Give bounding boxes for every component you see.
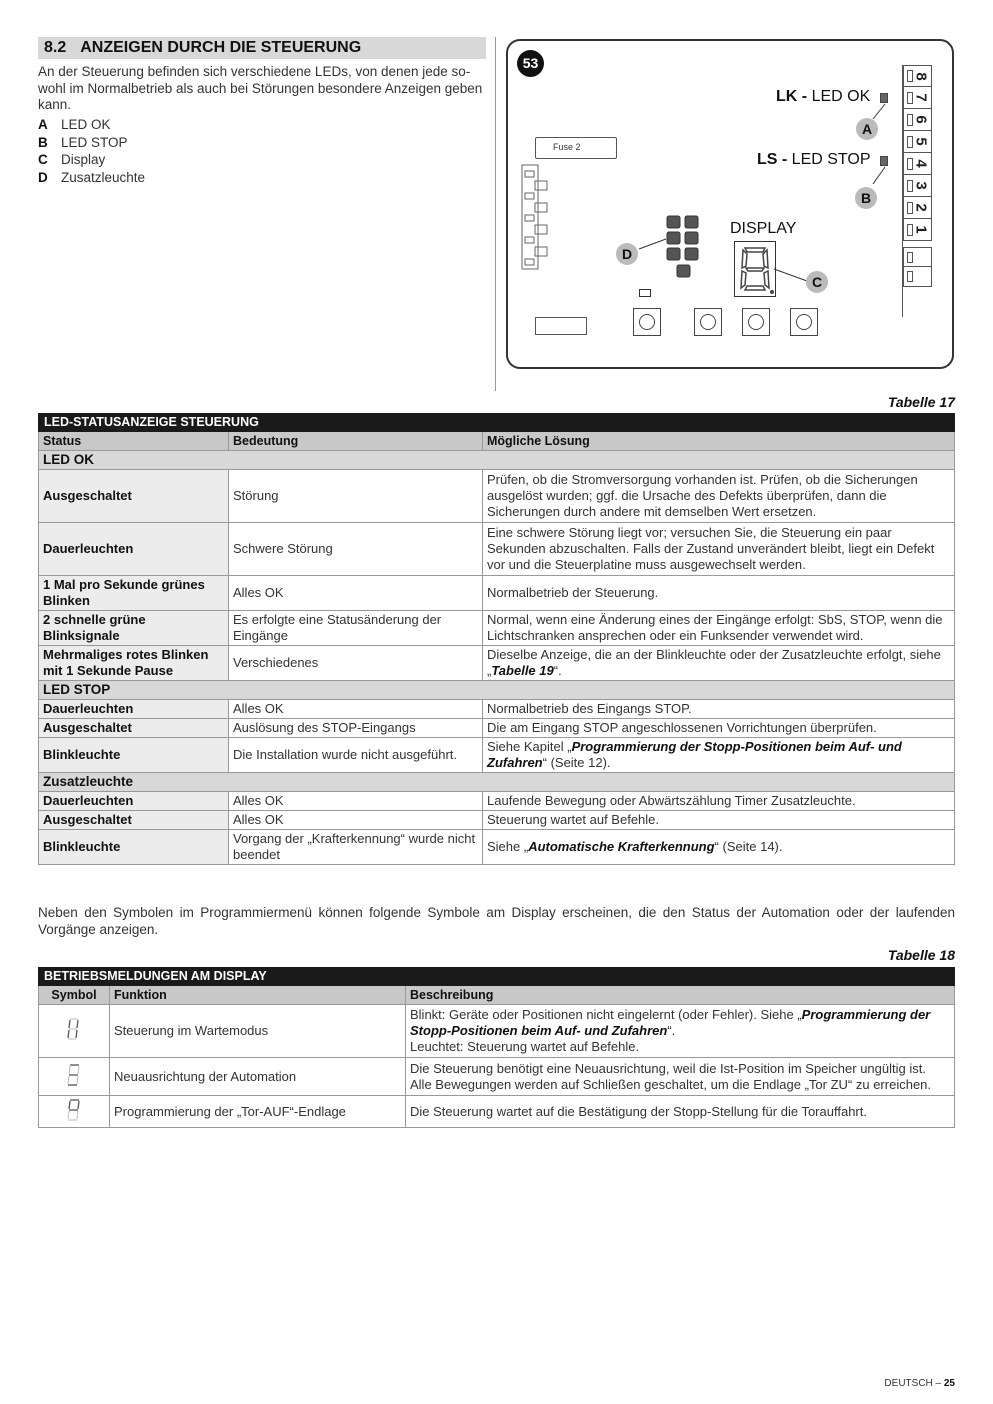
column-divider [495, 37, 496, 391]
legend-item-c: C Display [38, 152, 106, 167]
legend-item-b: B LED STOP [38, 134, 128, 150]
intro-paragraph: An der Steuerung befinden sich verschiedene LEDs, von denen jede sowohl im Normalbetrieb als auch bei Störungen besondere Anzeigen geben kann. [38, 64, 483, 112]
table-row: Ausgeschaltet Auslösung des STOP-Eingangs Die am Eingang STOP angeschlossenen Vorrichtungen überprüfen. [39, 719, 955, 738]
terminal-5: 5 [903, 131, 932, 153]
board-button-3 [742, 308, 770, 336]
fuse-component: Fuse 2 [535, 137, 617, 159]
legend-item-d: D Zusatzleuchte [38, 169, 146, 185]
standby-symbol-icon [66, 1018, 82, 1040]
led-ok-label: LK - LED OK [776, 88, 871, 105]
table-row: Blinkleuchte Vorgang der „Krafterkennung“ wurde nicht beendet Siehe „Automatische Krafterkennung“ (Seite 14). [39, 830, 955, 865]
display-label: DISPLAY [730, 220, 797, 237]
realignment-symbol-icon [66, 1064, 82, 1086]
table-row: Neuausrichtung der Automation Die Steuerung benötigt eine Neuausrichtung, weil die Ist-Position im Speicher ungültig ist. Alle Bewegungen werden auf Schließen geschaltet, um die Endlage „Tor ZU“ zu erreichen. [39, 1058, 955, 1096]
terminal-block [902, 65, 932, 317]
small-led-indicator [639, 289, 651, 297]
table18 [38, 967, 955, 1128]
led-stop-label: LS - LED STOP [757, 151, 871, 168]
board-button-4 [790, 308, 818, 336]
table-row: Dauerleuchten Alles OK Normalbetrieb des Eingangs STOP. [39, 700, 955, 719]
terminal-4: 4 [903, 153, 932, 175]
figure-control-board [506, 39, 954, 369]
table17-header-status: Status [39, 432, 229, 451]
table-row: Dauerleuchten Alles OK Laufende Bewegung oder Abwärtszählung Timer Zusatzleuchte. [39, 792, 955, 811]
table-row: Programmierung der „Tor-AUF“-Endlage Die Steuerung wartet auf die Bestätigung der Stopp-Stellung für die Torauffahrt. [39, 1096, 955, 1128]
terminal-extra-1 [903, 247, 932, 267]
legend-item-a: A LED OK [38, 117, 111, 132]
table-row: 1 Mal pro Sekunde grünes Blinken Alles OK Normalbetrieb der Steuerung. [39, 576, 955, 611]
display-glyph [735, 242, 775, 296]
table-row: Blinkleuchte Die Installation wurde nicht ausgeführt. Siehe Kapitel „Programmierung der Stopp-Positionen beim Auf- und Zufahren“ (Seite 12). [39, 738, 955, 773]
table-row: 2 schnelle grüne Blinksignale Es erfolgte eine Statusänderung der Eingänge Normal, wenn eine Änderung eines der Eingänge erfolgt: SbS, STOP, wenn die Lichtschranken ansprechen oder ein Funksender verwendet wird. [39, 611, 955, 646]
group-led-ok: LED OK [39, 451, 955, 470]
connector-strip-graphic [521, 161, 551, 273]
display-symbols-paragraph: Neben den Symbolen im Programmiermenü können folgende Symbole am Display erscheinen, die den Status der Automation oder der laufenden Vorgänge anzeigen. [38, 905, 955, 937]
led-ok-indicator [880, 93, 888, 103]
table18-header-function: Funktion [110, 986, 406, 1005]
callout-b: B [855, 187, 877, 209]
figure-number: 53 [517, 50, 544, 77]
terminal-8: 8 [903, 65, 932, 87]
led-stop-indicator [880, 156, 888, 166]
terminal-6: 6 [903, 109, 932, 131]
seven-segment-display [734, 241, 776, 297]
group-led-stop: LED STOP [39, 681, 955, 700]
table18-header-description: Beschreibung [406, 986, 955, 1005]
led-group-zusatzleuchte [666, 215, 704, 281]
open-position-symbol-icon [66, 1099, 82, 1121]
table17-header-solution: Mögliche Lösung [483, 432, 955, 451]
table-row: Ausgeschaltet Störung Prüfen, ob die Stromversorgung vorhanden ist. Prüfen, ob die Sicherungen ausgelöst wurden; ggf. die Ursache des Defekts überprüfen, dann die Sicherungen durch andere mit demselben Wert ersetzen. [39, 470, 955, 523]
table17-title: LED-STATUSANZEIGE STEUERUNG [39, 414, 955, 432]
table17-header-meaning: Bedeutung [229, 432, 483, 451]
table-row: Mehrmaliges rotes Blinken mit 1 Sekunde Pause Verschiedenes Dieselbe Anzeige, die an der Blinkleuchte oder der Zusatzleuchte erfolgt, siehe „Tabelle 19“. [39, 646, 955, 681]
table18-caption: Tabelle 18 [887, 947, 955, 963]
terminal-3: 3 [903, 175, 932, 197]
callout-d: D [616, 243, 638, 265]
board-label-box [535, 317, 587, 335]
table18-header-symbol: Symbol [39, 986, 110, 1005]
terminal-7: 7 [903, 87, 932, 109]
group-zusatzleuchte: Zusatzleuchte [39, 773, 955, 792]
table17-caption: Tabelle 17 [887, 394, 955, 410]
callout-a: A [856, 118, 878, 140]
page-footer [884, 1378, 955, 1389]
table-row: Ausgeschaltet Alles OK Steuerung wartet auf Befehle. [39, 811, 955, 830]
footer-language: DEUTSCH – [884, 1378, 944, 1389]
page-number: 25 [943, 1378, 955, 1389]
board-button-2 [694, 308, 722, 336]
section-number: 8.2 [44, 39, 67, 56]
table17 [38, 413, 955, 865]
table18-title: BETRIEBSMELDUNGEN AM DISPLAY [39, 968, 955, 986]
board-button-1 [633, 308, 661, 336]
terminal-1: 1 [903, 219, 932, 241]
section-title: ANZEIGEN DURCH DIE STEUERUNG [80, 39, 362, 56]
section-heading [38, 37, 486, 59]
callout-c: C [806, 271, 828, 293]
table-row: Dauerleuchten Schwere Störung Eine schwere Störung liegt vor; versuchen Sie, die Steuerung ein paar Sekunden abzuschalten. Falls der Zustand unverändert bleibt, liegt ein Defekt vor und die Steuerplatine muss ausgewechselt werden. [39, 523, 955, 576]
terminal-2: 2 [903, 197, 932, 219]
terminal-extra-2 [903, 267, 932, 287]
figure-legend [38, 116, 145, 186]
left-connector-strip [521, 161, 551, 273]
table-row: Steuerung im Wartemodus Blinkt: Geräte oder Positionen nicht eingelernt (oder Fehler). Siehe „Programmierung der Stopp-Positionen beim Auf- und Zufahren“. Leuchtet: Steuerung wartet auf Befehle. [39, 1005, 955, 1058]
